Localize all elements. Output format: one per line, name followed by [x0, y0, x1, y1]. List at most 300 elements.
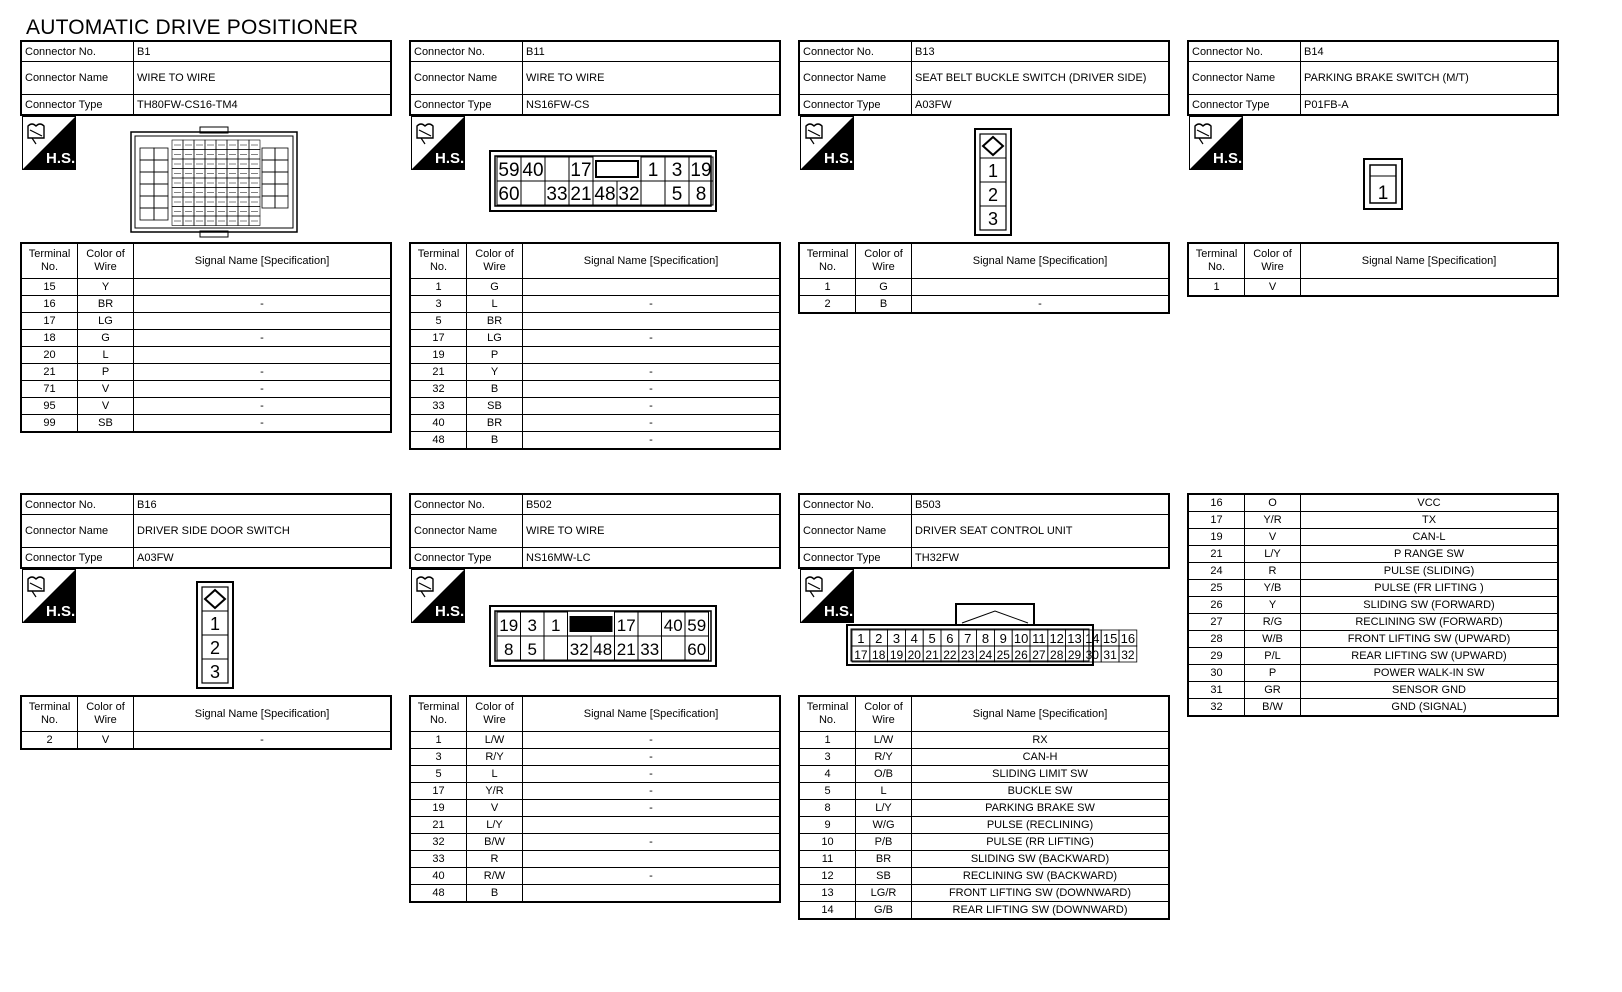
wire-color: B — [467, 885, 523, 903]
terminal-no: 32 — [410, 834, 467, 851]
wire-color: W/B — [1245, 631, 1301, 648]
terminal-no: 8 — [799, 800, 856, 817]
svg-text:24: 24 — [978, 648, 993, 662]
terminal-table — [409, 242, 781, 450]
connector-name-label: Connector Name — [799, 62, 912, 95]
table-row — [410, 398, 780, 415]
table-row — [1188, 279, 1558, 297]
connector-face — [489, 605, 717, 672]
terminal-no-header: Terminal No. — [1188, 243, 1245, 279]
signal-name: - — [134, 330, 392, 347]
signal-name: - — [523, 868, 781, 885]
svg-text:1: 1 — [987, 161, 999, 181]
connector-type-value: TH80FW-CS16-TM4 — [134, 95, 392, 116]
wire-color: W/G — [856, 817, 912, 834]
table-row — [410, 834, 780, 851]
table-row — [799, 279, 1169, 296]
table-row — [410, 783, 780, 800]
connector-face — [1363, 158, 1403, 215]
terminal-no: 16 — [1188, 494, 1245, 512]
wire-color: BR — [467, 415, 523, 432]
svg-text:1: 1 — [209, 614, 221, 634]
table-row — [21, 398, 391, 415]
svg-text:28: 28 — [1050, 648, 1064, 662]
svg-text:19: 19 — [690, 160, 712, 181]
wire-color: V — [78, 398, 134, 415]
connector-face — [798, 603, 1136, 672]
wire-color: SB — [467, 398, 523, 415]
signal-name: - — [523, 800, 781, 817]
connector-type-label: Connector Type — [799, 548, 912, 569]
connector-type-value: NS16FW-CS — [523, 95, 781, 116]
terminal-no: 33 — [410, 398, 467, 415]
connector-type-label: Connector Type — [21, 548, 134, 569]
signal-name: CAN-H — [912, 749, 1170, 766]
signal-name: - — [523, 834, 781, 851]
table-row — [21, 381, 391, 398]
svg-text:22: 22 — [943, 648, 957, 662]
table-row — [21, 347, 391, 364]
terminal-no: 18 — [21, 330, 78, 347]
wire-color: V — [1245, 529, 1301, 546]
wire-color: Y/B — [1245, 580, 1301, 597]
terminal-no: 19 — [1188, 529, 1245, 546]
signal-name: VCC — [1301, 494, 1559, 512]
wire-color: V — [467, 800, 523, 817]
signal-name — [134, 347, 392, 364]
terminal-no: 25 — [1188, 580, 1245, 597]
connector-number-value: B11 — [523, 41, 781, 62]
table-row — [1188, 580, 1558, 597]
signal-name — [134, 279, 392, 296]
table-row — [1188, 512, 1558, 529]
table-row — [1188, 529, 1558, 546]
terminal-no: 3 — [410, 749, 467, 766]
connector-block-b11 — [409, 40, 781, 446]
svg-text:32: 32 — [618, 184, 640, 205]
connector-header — [798, 493, 1170, 569]
wire-color: Y — [1245, 597, 1301, 614]
svg-text:33: 33 — [640, 640, 660, 659]
svg-text:1: 1 — [647, 160, 659, 181]
signal-name — [134, 313, 392, 330]
svg-text:H.S.: H.S. — [46, 603, 76, 620]
svg-text:8: 8 — [981, 631, 990, 646]
svg-text:3: 3 — [987, 209, 999, 229]
table-row — [21, 296, 391, 313]
terminal-no: 24 — [1188, 563, 1245, 580]
signal-name — [523, 817, 781, 834]
connector-number-value: B1 — [134, 41, 392, 62]
svg-text:1: 1 — [551, 616, 561, 635]
table-row — [410, 432, 780, 450]
signal-name: - — [134, 398, 392, 415]
terminal-no: 21 — [1188, 546, 1245, 563]
connector-block-b502 — [409, 493, 781, 899]
table-row — [799, 885, 1169, 902]
wire-color: GR — [1245, 682, 1301, 699]
connector-type-value: NS16MW-LC — [523, 548, 781, 569]
signal-name: - — [523, 364, 781, 381]
connector-block-b13 — [798, 40, 1170, 310]
signal-name: SLIDING SW (BACKWARD) — [912, 851, 1170, 868]
wire-color: O — [1245, 494, 1301, 512]
wire-color: R/W — [467, 868, 523, 885]
terminal-no: 71 — [21, 381, 78, 398]
terminal-table-continued — [1187, 493, 1559, 717]
svg-text:2: 2 — [987, 185, 999, 205]
signal-name: PULSE (SLIDING) — [1301, 563, 1559, 580]
svg-text:21: 21 — [570, 184, 592, 205]
connector-face-diagram — [489, 150, 717, 212]
terminal-table — [1187, 242, 1559, 297]
svg-text:H.S.: H.S. — [1213, 150, 1243, 167]
terminal-no-header: Terminal No. — [410, 243, 467, 279]
terminal-no: 30 — [1188, 665, 1245, 682]
terminal-no: 95 — [21, 398, 78, 415]
connector-header — [409, 40, 781, 116]
page-title: AUTOMATIC DRIVE POSITIONER — [26, 16, 359, 39]
terminal-no: 4 — [799, 766, 856, 783]
svg-text:60: 60 — [498, 184, 520, 205]
terminal-no: 17 — [410, 783, 467, 800]
harness-side-icon — [411, 116, 465, 170]
terminal-no: 28 — [1188, 631, 1245, 648]
svg-text:40: 40 — [663, 616, 683, 635]
signal-name: RECLINING SW (FORWARD) — [1301, 614, 1559, 631]
table-row — [410, 296, 780, 313]
wire-color: L/Y — [1245, 546, 1301, 563]
wire-color: R/G — [1245, 614, 1301, 631]
connector-number-label: Connector No. — [21, 41, 134, 62]
terminal-no: 5 — [410, 766, 467, 783]
terminal-no: 29 — [1188, 648, 1245, 665]
wire-color-header: Color of Wire — [467, 243, 523, 279]
signal-name: - — [523, 432, 781, 450]
connector-block-b503 — [798, 493, 1170, 916]
wire-color: L/W — [467, 732, 523, 749]
svg-text:3: 3 — [892, 631, 901, 646]
wire-color-header: Color of Wire — [467, 696, 523, 732]
signal-name: - — [134, 415, 392, 433]
connector-type-label: Connector Type — [410, 95, 523, 116]
signal-name-header: Signal Name [Specification] — [1301, 243, 1559, 279]
svg-text:40: 40 — [522, 160, 544, 181]
wire-color: P — [78, 364, 134, 381]
table-row — [1188, 699, 1558, 717]
wire-color: L — [467, 296, 523, 313]
wire-color: B — [467, 432, 523, 450]
terminal-no: 17 — [410, 330, 467, 347]
wire-color: LG — [467, 330, 523, 347]
signal-name: RECLINING SW (BACKWARD) — [912, 868, 1170, 885]
svg-text:2: 2 — [209, 638, 221, 658]
terminal-no: 2 — [799, 296, 856, 314]
table-row — [410, 749, 780, 766]
terminal-no: 31 — [1188, 682, 1245, 699]
signal-name: - — [134, 381, 392, 398]
terminal-no: 3 — [799, 749, 856, 766]
wire-color-header: Color of Wire — [1245, 243, 1301, 279]
wire-color: L — [467, 766, 523, 783]
connector-name-value: DRIVER SEAT CONTROL UNIT — [912, 515, 1170, 548]
terminal-no: 15 — [21, 279, 78, 296]
table-row — [21, 415, 391, 433]
harness-side-icon — [800, 116, 854, 170]
terminal-no: 40 — [410, 868, 467, 885]
terminal-no: 16 — [21, 296, 78, 313]
svg-text:12: 12 — [1049, 631, 1064, 646]
signal-name: SENSOR GND — [1301, 682, 1559, 699]
table-row — [410, 313, 780, 330]
svg-text:18: 18 — [872, 648, 886, 662]
svg-text:17: 17 — [570, 160, 592, 181]
terminal-no: 14 — [799, 902, 856, 920]
terminal-no: 17 — [1188, 512, 1245, 529]
signal-name: TX — [1301, 512, 1559, 529]
signal-name: POWER WALK-IN SW — [1301, 665, 1559, 682]
connector-header — [798, 40, 1170, 116]
connector-name-value: WIRE TO WIRE — [523, 515, 781, 548]
connector-face — [196, 581, 234, 694]
wire-color: R — [1245, 563, 1301, 580]
signal-name: SLIDING LIMIT SW — [912, 766, 1170, 783]
signal-name: REAR LIFTING SW (DOWNWARD) — [912, 902, 1170, 920]
svg-text:11: 11 — [1032, 631, 1046, 646]
wire-color: SB — [78, 415, 134, 433]
harness-side-icon — [22, 116, 76, 170]
connector-number-value: B13 — [912, 41, 1170, 62]
signal-name-header: Signal Name [Specification] — [523, 243, 781, 279]
terminal-no: 20 — [21, 347, 78, 364]
svg-text:60: 60 — [687, 640, 707, 659]
svg-text:5: 5 — [671, 184, 683, 205]
terminal-no: 19 — [410, 347, 467, 364]
svg-text:59: 59 — [498, 160, 520, 181]
wire-color: P/L — [1245, 648, 1301, 665]
terminal-no: 13 — [799, 885, 856, 902]
wire-color: BR — [78, 296, 134, 313]
svg-text:30: 30 — [1085, 648, 1099, 662]
table-row — [410, 364, 780, 381]
connector-name-value: SEAT BELT BUCKLE SWITCH (DRIVER SIDE) — [912, 62, 1170, 95]
table-row — [410, 415, 780, 432]
connector-number-label: Connector No. — [1188, 41, 1301, 62]
wire-color: L/W — [856, 732, 912, 749]
svg-text:5: 5 — [928, 631, 936, 646]
wire-color: L — [78, 347, 134, 364]
connector-number-value: B16 — [134, 494, 392, 515]
signal-name: - — [523, 296, 781, 313]
signal-name: REAR LIFTING SW (UPWARD) — [1301, 648, 1559, 665]
table-row — [1188, 494, 1558, 512]
connector-header — [1187, 40, 1559, 116]
terminal-no-header: Terminal No. — [410, 696, 467, 732]
connector-name-value: DRIVER SIDE DOOR SWITCH — [134, 515, 392, 548]
svg-text:32: 32 — [1121, 648, 1135, 662]
terminal-no: 1 — [410, 732, 467, 749]
terminal-no: 11 — [799, 851, 856, 868]
table-row — [410, 800, 780, 817]
terminal-no: 1 — [799, 279, 856, 296]
signal-name: RX — [912, 732, 1170, 749]
connector-block-b1 — [20, 40, 392, 429]
connector-name-label: Connector Name — [21, 515, 134, 548]
signal-name: - — [523, 749, 781, 766]
wire-color: Y/R — [1245, 512, 1301, 529]
wire-color: G — [467, 279, 523, 296]
connector-name-label: Connector Name — [21, 62, 134, 95]
svg-text:3: 3 — [209, 662, 221, 682]
svg-text:8: 8 — [695, 184, 707, 205]
table-row — [410, 381, 780, 398]
svg-text:1: 1 — [1377, 183, 1389, 204]
harness-side-icon — [22, 569, 76, 623]
signal-name: GND (SIGNAL) — [1301, 699, 1559, 717]
signal-name: - — [523, 398, 781, 415]
signal-name: PARKING BRAKE SW — [912, 800, 1170, 817]
connector-face-diagram — [974, 128, 1012, 236]
table-row — [1188, 546, 1558, 563]
table-row — [410, 732, 780, 749]
table-row — [799, 732, 1169, 749]
table-row — [799, 902, 1169, 920]
wire-color-header: Color of Wire — [856, 243, 912, 279]
connector-type-label: Connector Type — [21, 95, 134, 116]
connector-face-diagram — [489, 605, 717, 667]
connector-type-value: A03FW — [134, 548, 392, 569]
svg-text:48: 48 — [593, 640, 613, 659]
signal-name-header: Signal Name [Specification] — [912, 696, 1170, 732]
svg-text:10: 10 — [1013, 631, 1029, 646]
signal-name: PULSE (RECLINING) — [912, 817, 1170, 834]
terminal-table — [798, 695, 1170, 920]
svg-text:59: 59 — [687, 616, 707, 635]
wire-color: B/W — [467, 834, 523, 851]
svg-text:19: 19 — [889, 648, 904, 662]
svg-text:4: 4 — [910, 631, 918, 646]
wire-color: R/Y — [467, 749, 523, 766]
table-row — [1188, 614, 1558, 631]
svg-text:19: 19 — [499, 616, 519, 635]
connector-header — [409, 493, 781, 569]
svg-text:1: 1 — [857, 631, 865, 646]
signal-name: - — [134, 296, 392, 313]
signal-name: - — [523, 732, 781, 749]
wire-color: BR — [467, 313, 523, 330]
svg-text:15: 15 — [1102, 631, 1118, 646]
terminal-no: 48 — [410, 885, 467, 903]
connector-name-label: Connector Name — [799, 515, 912, 548]
wire-color: P — [467, 347, 523, 364]
connector-type-value: TH32FW — [912, 548, 1170, 569]
signal-name: FRONT LIFTING SW (UPWARD) — [1301, 631, 1559, 648]
terminal-no: 1 — [1188, 279, 1245, 297]
terminal-table — [798, 242, 1170, 314]
svg-text:3: 3 — [527, 616, 537, 635]
wire-color: P — [1245, 665, 1301, 682]
svg-text:3: 3 — [671, 160, 683, 181]
signal-name: PULSE (RR LIFTING) — [912, 834, 1170, 851]
connector-type-label: Connector Type — [799, 95, 912, 116]
signal-name-header: Signal Name [Specification] — [912, 243, 1170, 279]
svg-text:8: 8 — [504, 640, 514, 659]
terminal-no-header: Terminal No. — [21, 243, 78, 279]
terminal-no: 32 — [1188, 699, 1245, 717]
connector-number-label: Connector No. — [410, 41, 523, 62]
terminal-no: 48 — [410, 432, 467, 450]
signal-name: - — [523, 415, 781, 432]
svg-text:5: 5 — [527, 640, 537, 659]
svg-text:20: 20 — [907, 648, 921, 662]
terminal-no: 10 — [799, 834, 856, 851]
wire-color: BR — [856, 851, 912, 868]
connector-number-value: B502 — [523, 494, 781, 515]
wire-color: LG/R — [856, 885, 912, 902]
terminal-no: 40 — [410, 415, 467, 432]
terminal-no: 21 — [410, 364, 467, 381]
table-row — [799, 783, 1169, 800]
signal-name: FRONT LIFTING SW (DOWNWARD) — [912, 885, 1170, 902]
wire-color: V — [78, 732, 134, 750]
table-row — [799, 868, 1169, 885]
connector-face — [489, 150, 717, 217]
wire-color: R — [467, 851, 523, 868]
svg-text:H.S.: H.S. — [435, 150, 465, 167]
table-row — [1188, 648, 1558, 665]
terminal-no: 21 — [21, 364, 78, 381]
signal-name-header: Signal Name [Specification] — [134, 243, 392, 279]
table-row — [1188, 597, 1558, 614]
svg-text:14: 14 — [1085, 631, 1100, 646]
connector-face-diagram — [196, 581, 234, 689]
table-row — [799, 834, 1169, 851]
signal-name — [912, 279, 1170, 296]
table-row — [799, 296, 1169, 314]
wire-color: L/Y — [467, 817, 523, 834]
terminal-no: 19 — [410, 800, 467, 817]
wire-color-header: Color of Wire — [78, 243, 134, 279]
svg-text:25: 25 — [996, 648, 1010, 662]
signal-name-header: Signal Name [Specification] — [134, 696, 392, 732]
table-row — [410, 330, 780, 347]
connector-block-b14 — [1187, 40, 1559, 293]
terminal-no: 3 — [410, 296, 467, 313]
wire-color: Y — [467, 364, 523, 381]
svg-text:17: 17 — [854, 648, 868, 662]
terminal-table — [20, 242, 392, 433]
svg-text:6: 6 — [946, 631, 954, 646]
signal-name: - — [523, 330, 781, 347]
connector-number-value: B14 — [1301, 41, 1559, 62]
connector-name-label: Connector Name — [410, 62, 523, 95]
wire-color: L/Y — [856, 800, 912, 817]
table-row — [1188, 563, 1558, 580]
table-row — [799, 851, 1169, 868]
terminal-no: 33 — [410, 851, 467, 868]
table-row — [799, 817, 1169, 834]
svg-text:16: 16 — [1120, 631, 1136, 646]
signal-name: - — [912, 296, 1170, 314]
wire-color: Y — [78, 279, 134, 296]
connector-type-label: Connector Type — [1188, 95, 1301, 116]
wire-color: P/B — [856, 834, 912, 851]
table-row — [21, 364, 391, 381]
table-row — [21, 732, 391, 750]
connector-number-label: Connector No. — [799, 41, 912, 62]
wire-color: G — [856, 279, 912, 296]
signal-name: - — [523, 766, 781, 783]
